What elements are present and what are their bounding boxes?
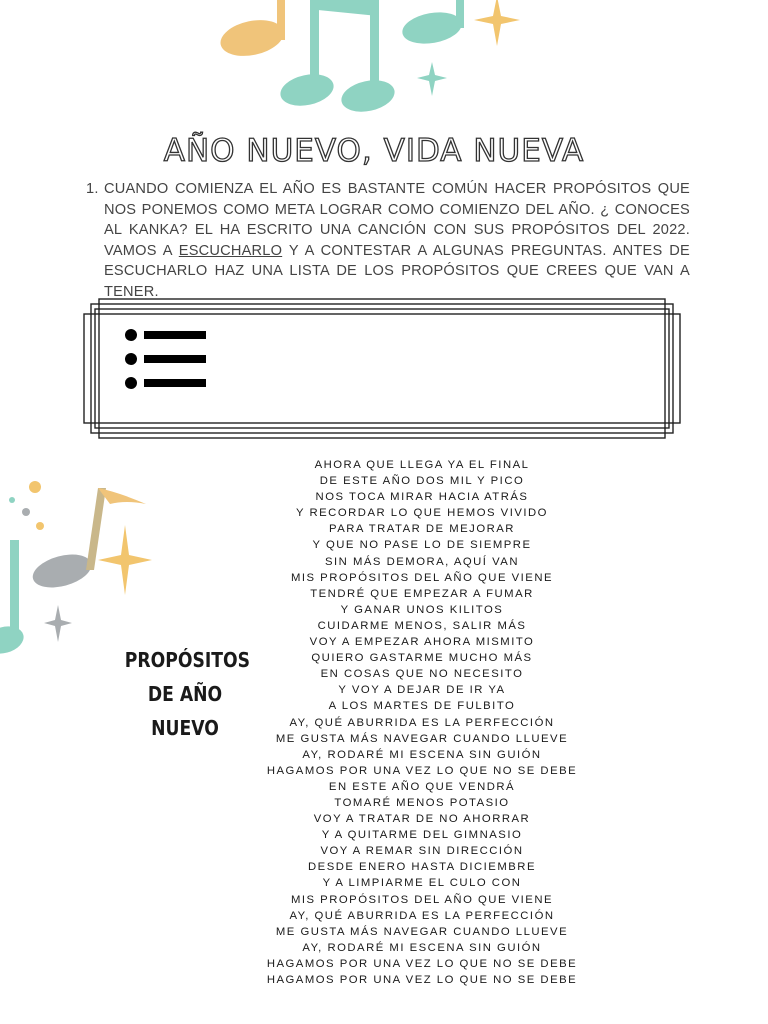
lyric-line: EN ESTE AÑO QUE VENDRÁ — [328, 780, 516, 793]
listen-link[interactable]: ESCUCHARLO — [178, 242, 283, 259]
lyric-line: Y VOY A DEJAR DE IR YA — [338, 684, 506, 697]
lyric-line: Y RECORDAR LO QUE HEMOS VIVIDO — [296, 507, 548, 520]
instruction-text-part: Y A CONTESTAR A ALGUNAS PREGUNTAS. ANTES DE ESCUCHARLO HAZ UNA LISTA DE LOS PROPÓSITOS QUE CREES QUE VAN A TENER. — [104, 242, 690, 300]
lyric-line: TENDRÉ QUE EMPEZAR A FUMAR — [310, 587, 534, 600]
lyric-line: AY, QUÉ ABURRIDA ES LA PERFECCIÓN — [289, 716, 555, 729]
lyric-line: HAGAMOS POR UNA VEZ LO QUE NO SE DEBE — [266, 974, 578, 986]
lyric-line: ME GUSTA MÁS NAVEGAR CUANDO LLUEVE — [275, 732, 569, 745]
lyric-line: AY, QUÉ ABURRIDA ES LA PERFECCIÓN — [289, 909, 555, 922]
lyric-line: ME GUSTA MÁS NAVEGAR CUANDO LLUEVE — [275, 925, 569, 938]
music-notes-left-icon — [0, 470, 160, 670]
instruction-text-part: CUANDO COMIENZA EL AÑO ES BASTANTE COMÚN HACER PROPÓSITOS QUE NOS PONEMOS COMO META LOGRAR COMO COMIENZO DEL AÑO. ¿ CONOCES AL KANKA? EL HA ESCRITO UNA CANCIÓN CON SUS PROPÓSITOS DEL 2022. VAMOS A — [104, 181, 690, 259]
lyric-line: NOS TOCA MIRAR HACIA ATRÁS — [315, 491, 529, 504]
song-lyrics — [262, 457, 582, 988]
lyric-line: AY, RODARÉ MI ESCENA SIN GUIÓN — [302, 748, 542, 761]
side-title-line: NUEVO — [151, 716, 219, 740]
lyric-line: Y QUE NO PASE LO DE SIEMPRE — [312, 539, 532, 552]
side-title-line: DE AÑO — [147, 682, 223, 706]
side-title-line: PROPÓSITOS — [124, 648, 251, 672]
page-title: AÑO NUEVO, VIDA NUEVA — [163, 132, 585, 169]
lyric-line: PARA TRATAR DE MEJORAR — [329, 523, 515, 536]
lyric-line: MIS PROPÓSITOS DEL AÑO QUE VIENE — [290, 893, 554, 906]
lyric-line: VOY A REMAR SIN DIRECCIÓN — [320, 845, 524, 858]
instruction-number: 1. — [86, 181, 99, 197]
lyric-line: VOY A EMPEZAR AHORA MISMITO — [309, 636, 535, 649]
lyric-line: QUIERO GASTARME MUCHO MÁS — [311, 652, 533, 665]
lyric-line: Y A LIMPIARME EL CULO CON — [322, 877, 522, 890]
lyric-line: DESDE ENERO HASTA DICIEMBRE — [308, 861, 536, 874]
lyric-line: SIN MÁS DEMORA, AQUÍ VAN — [325, 555, 519, 568]
lyric-line: AHORA QUE LLEGA YA EL FINAL — [314, 459, 530, 471]
lyric-line: DE ESTE AÑO DOS MIL Y PICO — [319, 475, 525, 488]
lyric-line: AY, RODARÉ MI ESCENA SIN GUIÓN — [302, 941, 542, 954]
lyric-line: CUIDARME MENOS, SALIR MÁS — [317, 619, 527, 632]
lyric-line: A LOS MARTES DE FULBITO — [328, 700, 516, 713]
lyric-line: Y A QUITARME DEL GIMNASIO — [321, 829, 523, 842]
side-title — [124, 643, 251, 745]
bullet-list-icon — [124, 328, 208, 392]
instruction-text — [104, 179, 690, 303]
instruction-item — [86, 179, 690, 303]
lyric-line: MIS PROPÓSITOS DEL AÑO QUE VIENE — [290, 571, 554, 584]
lyric-line: HAGAMOS POR UNA VEZ LO QUE NO SE DEBE — [266, 764, 578, 777]
lyric-line: EN COSAS QUE NO NECESITO — [320, 668, 524, 681]
lyric-line: Y GANAR UNOS KILITOS — [340, 603, 504, 616]
music-notes-top-icon — [200, 0, 540, 112]
lyric-line: HAGAMOS POR UNA VEZ LO QUE NO SE DEBE — [266, 957, 578, 970]
lyric-line: VOY A TRATAR DE NO AHORRAR — [313, 813, 531, 826]
lyric-line: TOMARÉ MENOS POTASIO — [334, 796, 510, 809]
